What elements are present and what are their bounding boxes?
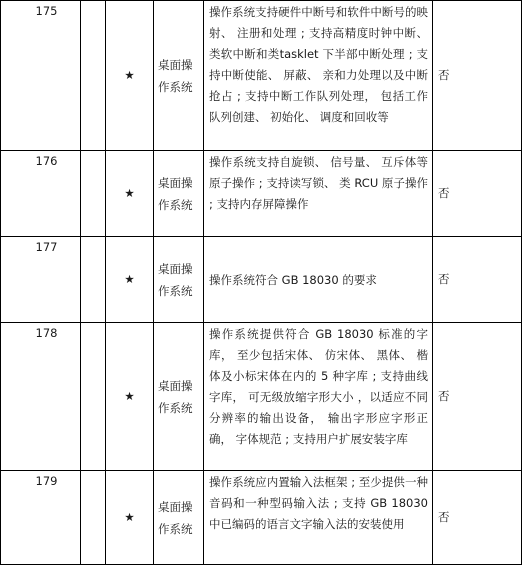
requirement-description: 操作系统提供符合 GB 18030 标准的字库， 至少包括宋体、 仿宋体、 黑体、 楷体及小标宋体在内的 5 种字库 ; 支持曲线字库， 可无级放缩字形大小 ，以适应不同分辨率的输出设备， 输出字形应字形正确， 字体规范 ; 支持用户扩展安装字库	[204, 323, 433, 471]
spacer-cell	[81, 151, 106, 237]
row-number: 177	[35, 240, 58, 254]
requirement-description: 操作系统支持硬件中断号和软件中断号的映射、 注册和处理 ; 支持高精度时钟中断、 类软中断和类tasklet 下半部中断处理 ; 支持中断使能、 屏蔽、 亲和力处理以及中断抢占 ; 支持中断工作队列处理， 包括工作队列创建、 初始化、 调度和回收等	[204, 1, 433, 151]
row-number-cell	[1, 471, 81, 565]
system-category: 桌面操作系统	[154, 1, 204, 151]
answer-cell: 否	[433, 471, 522, 565]
system-category: 桌面操作系统	[154, 151, 204, 237]
answer-cell: 否	[433, 237, 522, 323]
table-row	[1, 323, 522, 471]
spacer-cell	[81, 1, 106, 151]
answer-cell: 否	[433, 151, 522, 237]
table-row	[1, 151, 522, 237]
answer-cell: 否	[433, 323, 522, 471]
star-mark: ★	[106, 237, 154, 323]
requirement-description: 操作系统符合 GB 18030 的要求	[204, 237, 433, 323]
row-number-cell	[1, 237, 81, 323]
spacer-cell	[81, 237, 106, 323]
table-row	[1, 237, 522, 323]
table-row	[1, 471, 522, 565]
row-number: 179	[35, 474, 58, 488]
answer-cell: 否	[433, 1, 522, 151]
star-mark: ★	[106, 323, 154, 471]
row-number: 175	[35, 4, 58, 18]
system-category: 桌面操作系统	[154, 237, 204, 323]
table-row	[1, 1, 522, 151]
spacer-cell	[81, 323, 106, 471]
spacer-cell	[81, 471, 106, 565]
star-mark: ★	[106, 1, 154, 151]
requirement-description: 操作系统应内置输入法框架 ; 至少提供一种音码和一种型码输入法 ; 支持 GB 18030 中已编码的语言文字输入法的安装使用	[204, 471, 433, 565]
row-number-cell	[1, 151, 81, 237]
system-category: 桌面操作系统	[154, 471, 204, 565]
star-mark: ★	[106, 151, 154, 237]
row-number-cell	[1, 1, 81, 151]
row-number: 178	[35, 326, 58, 340]
row-number: 176	[35, 154, 58, 168]
row-number-cell	[1, 323, 81, 471]
requirement-description: 操作系统支持自旋锁、 信号量、 互斥体等原子操作 ; 支持读写锁、 类 RCU 原子操作 ; 支持内存屏障操作	[204, 151, 433, 237]
star-mark: ★	[106, 471, 154, 565]
system-category: 桌面操作系统	[154, 323, 204, 471]
